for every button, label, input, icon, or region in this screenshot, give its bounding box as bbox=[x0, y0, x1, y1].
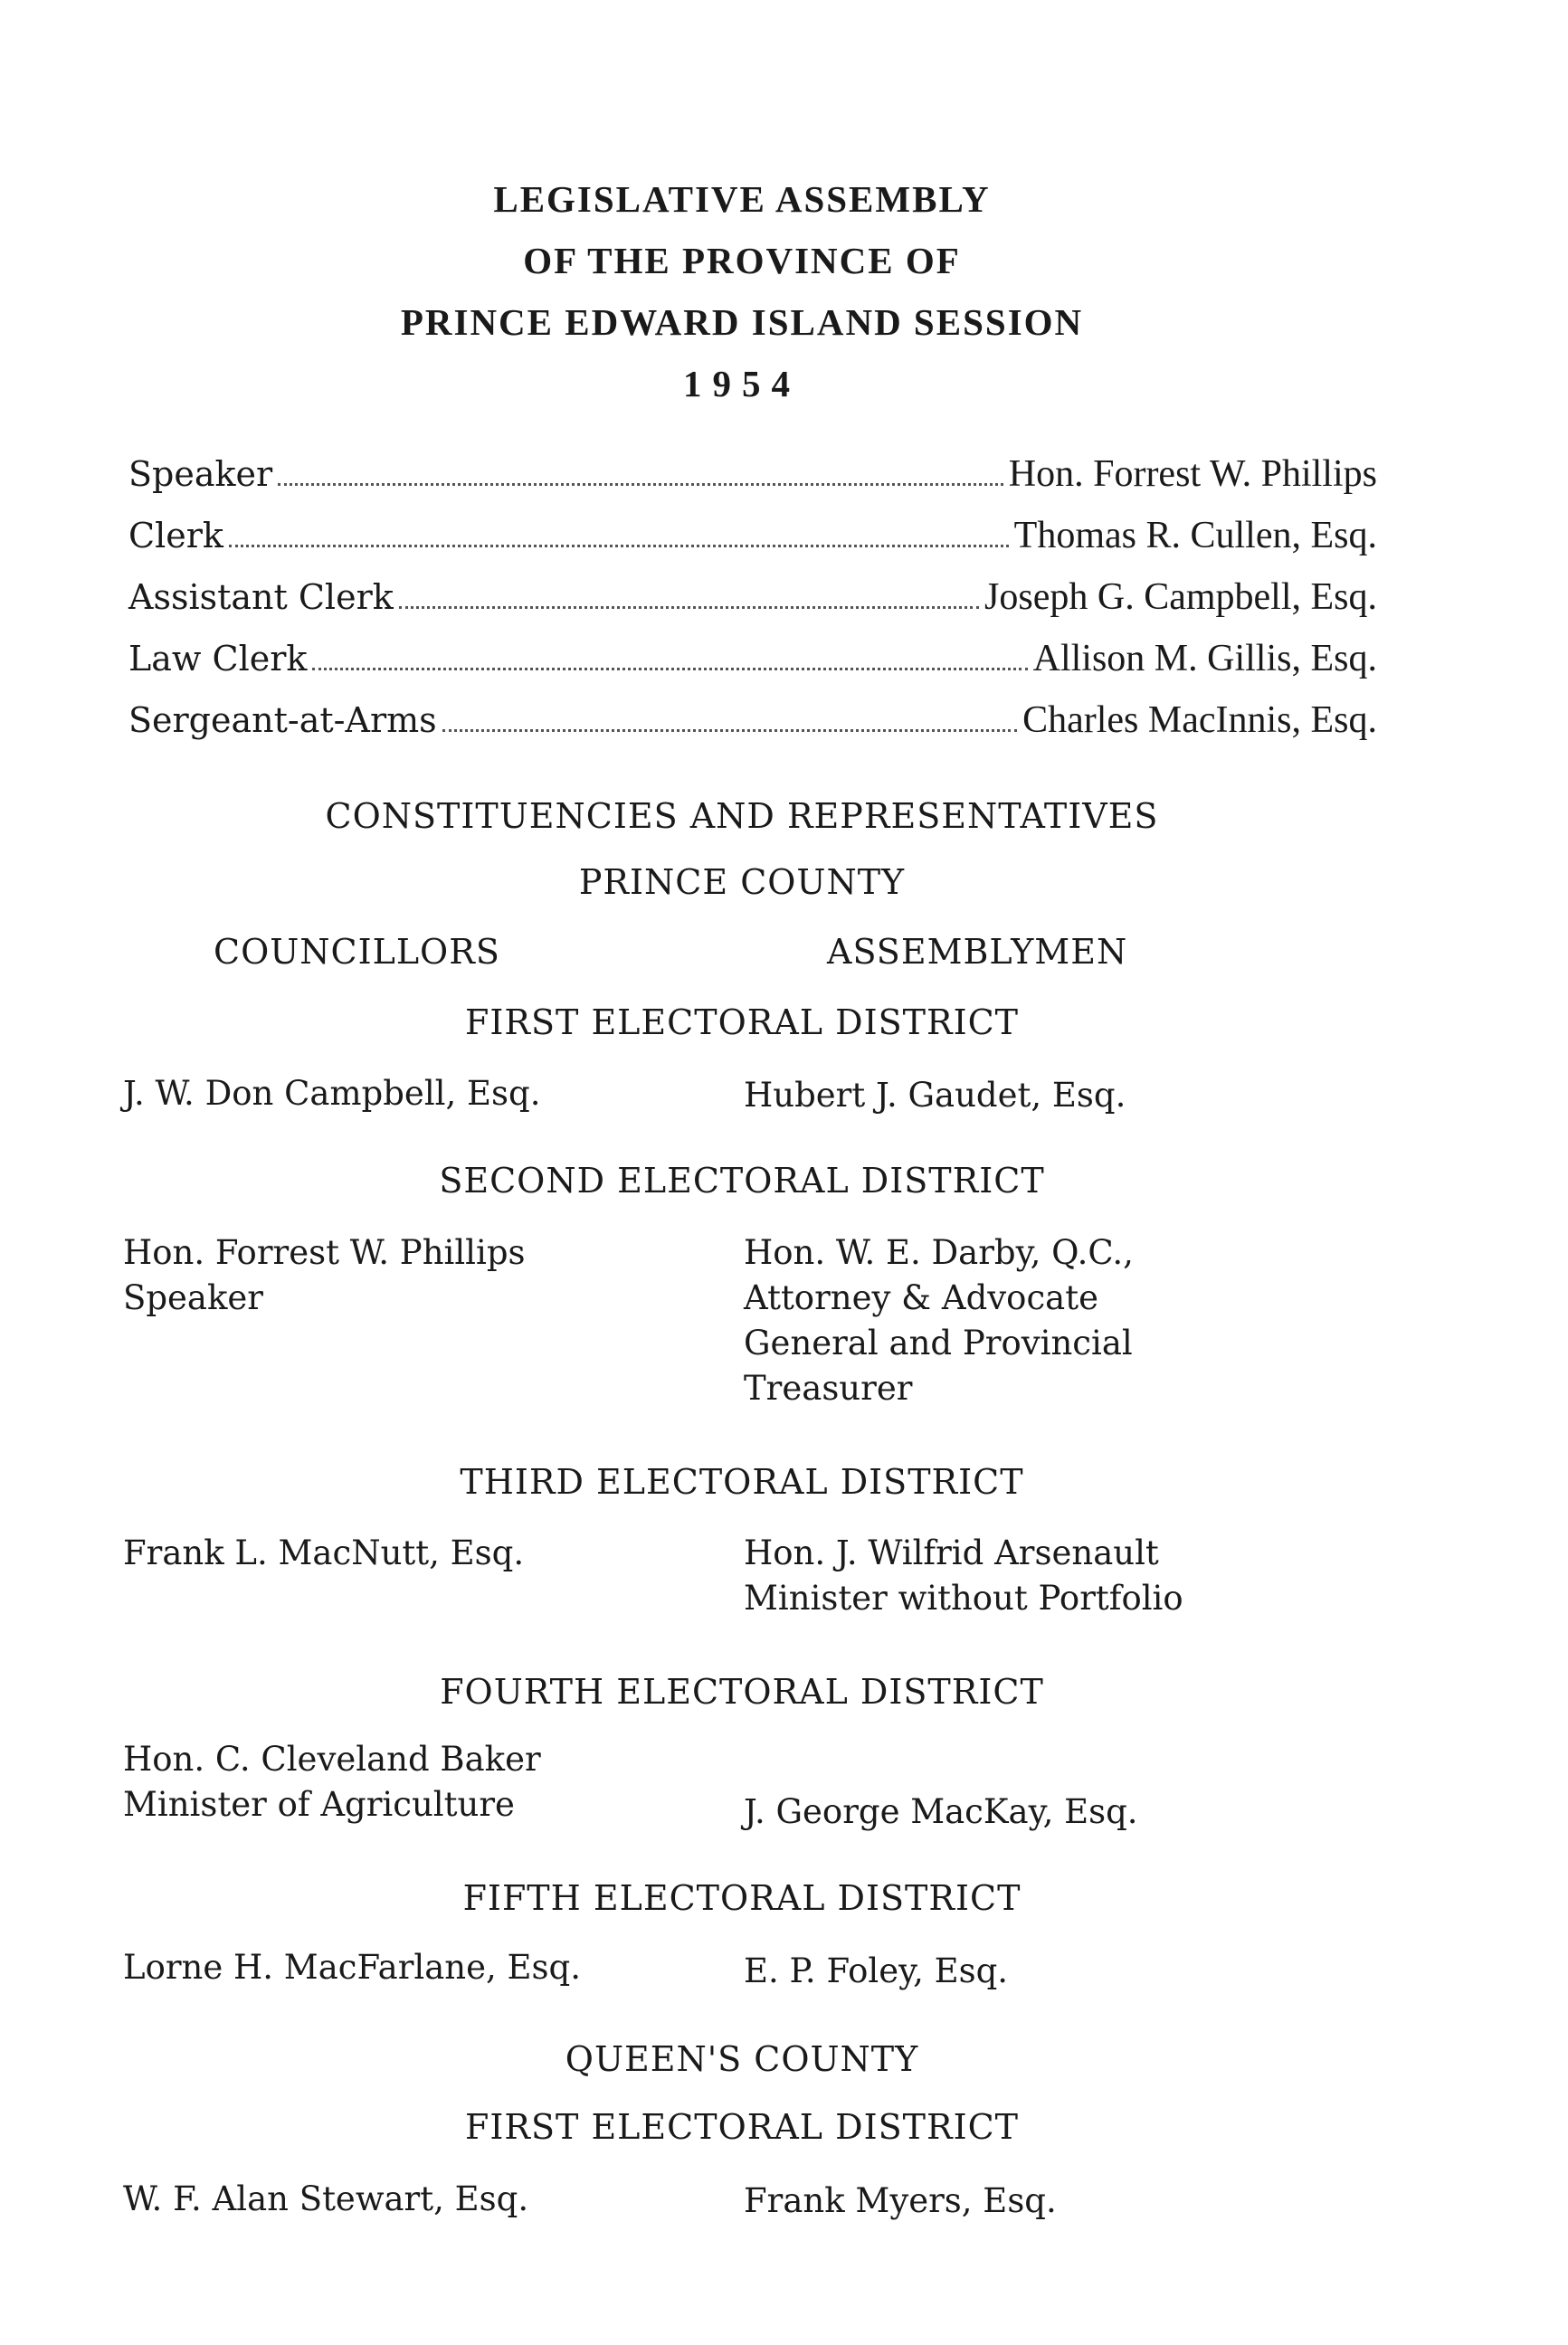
assemblyman-entry bbox=[744, 2179, 1057, 2224]
district-title: FIRST ELECTORAL DISTRICT bbox=[465, 2107, 1019, 2147]
leader-dots bbox=[442, 702, 1017, 732]
officer-role: Sergeant-at-Arms bbox=[128, 700, 437, 740]
councillor-entry bbox=[123, 1071, 540, 1116]
title-line-2: OF THE PROVINCE OF bbox=[523, 240, 961, 281]
assemblyman-name: Frank Myers, Esq. bbox=[744, 2181, 1057, 2220]
officer-role: Law Clerk bbox=[128, 639, 308, 679]
assemblyman-entry bbox=[744, 1230, 1134, 1411]
councillor-name: Hon. Forrest W. Phillips bbox=[123, 1233, 526, 1272]
officer-row-clerk bbox=[128, 514, 1377, 561]
county-title-queens: QUEEN'S COUNTY bbox=[565, 2039, 919, 2079]
officer-name: Thomas R. Cullen, Esq. bbox=[1013, 515, 1377, 556]
assemblyman-title: Attorney & Advocate bbox=[744, 1278, 1098, 1317]
assemblyman-title: Minister without Portfolio bbox=[744, 1579, 1183, 1618]
officer-row-speaker bbox=[128, 452, 1377, 499]
officer-role: Clerk bbox=[128, 516, 223, 555]
officer-name: Joseph G. Campbell, Esq. bbox=[984, 576, 1377, 618]
leader-dots bbox=[278, 456, 1003, 486]
officer-row-assistant-clerk bbox=[128, 575, 1377, 622]
councillor-name: W. F. Alan Stewart, Esq. bbox=[123, 2179, 529, 2218]
assemblyman-name: Hon. W. E. Darby, Q.C., bbox=[744, 1233, 1134, 1272]
session-year: 1954 bbox=[683, 363, 801, 404]
councillor-name: J. W. Don Campbell, Esq. bbox=[123, 1074, 541, 1113]
councillor-entry bbox=[123, 1230, 526, 1321]
assemblyman-title: General and Provincial bbox=[744, 1324, 1133, 1362]
assemblyman-name: J. George MacKay, Esq. bbox=[744, 1792, 1138, 1831]
district-title: FOURTH ELECTORAL DISTRICT bbox=[440, 1672, 1044, 1712]
councillor-title: Minister of Agriculture bbox=[123, 1785, 515, 1824]
assemblyman-title: Treasurer bbox=[744, 1369, 913, 1408]
leader-dots bbox=[229, 517, 1009, 547]
councillor-title: Speaker bbox=[123, 1278, 263, 1317]
assemblyman-name: E. P. Foley, Esq. bbox=[744, 1951, 1009, 1990]
assemblyman-name: Hubert J. Gaudet, Esq. bbox=[744, 1076, 1126, 1115]
assemblyman-name: Hon. J. Wilfrid Arsenault bbox=[744, 1533, 1159, 1572]
assemblyman-entry bbox=[744, 1073, 1126, 1118]
councillor-name: Lorne H. MacFarlane, Esq. bbox=[123, 1948, 581, 1987]
title-line-3: PRINCE EDWARD ISLAND SESSION bbox=[400, 301, 1084, 343]
officer-name: Allison M. Gillis, Esq. bbox=[1032, 638, 1377, 679]
county-title-prince: PRINCE COUNTY bbox=[578, 862, 906, 902]
district-title: THIRD ELECTORAL DISTRICT bbox=[460, 1462, 1024, 1502]
councillor-entry bbox=[123, 1737, 541, 1828]
district-title: FIFTH ELECTORAL DISTRICT bbox=[462, 1878, 1022, 1918]
title-line-1: LEGISLATIVE ASSEMBLY bbox=[493, 178, 991, 220]
district-title: FIRST ELECTORAL DISTRICT bbox=[465, 1002, 1019, 1042]
officer-name: Hon. Forrest W. Phillips bbox=[1008, 453, 1377, 495]
assemblymen-column-header: ASSEMBLYMEN bbox=[827, 932, 1128, 972]
assemblyman-entry bbox=[744, 1949, 1008, 1994]
officer-role: Speaker bbox=[128, 454, 273, 494]
section-title: CONSTITUENCIES AND REPRESENTATIVES bbox=[325, 796, 1159, 836]
councillor-name: Hon. C. Cleveland Baker bbox=[123, 1740, 541, 1779]
assemblyman-entry bbox=[744, 1531, 1183, 1621]
leader-dots bbox=[312, 641, 1027, 670]
councillor-entry bbox=[123, 1945, 581, 1990]
councillor-entry bbox=[123, 2177, 528, 2222]
leader-dots bbox=[399, 579, 979, 609]
assemblyman-entry bbox=[744, 1790, 1138, 1835]
councillor-name: Frank L. MacNutt, Esq. bbox=[123, 1533, 525, 1572]
councillor-entry bbox=[123, 1531, 524, 1576]
district-title: SECOND ELECTORAL DISTRICT bbox=[439, 1161, 1045, 1201]
councillors-column-header: COUNCILLORS bbox=[214, 932, 500, 972]
officer-role: Assistant Clerk bbox=[128, 577, 394, 617]
officer-row-sergeant-at-arms bbox=[128, 698, 1377, 745]
officer-row-law-clerk bbox=[128, 637, 1377, 684]
officer-name: Charles MacInnis, Esq. bbox=[1022, 699, 1377, 741]
